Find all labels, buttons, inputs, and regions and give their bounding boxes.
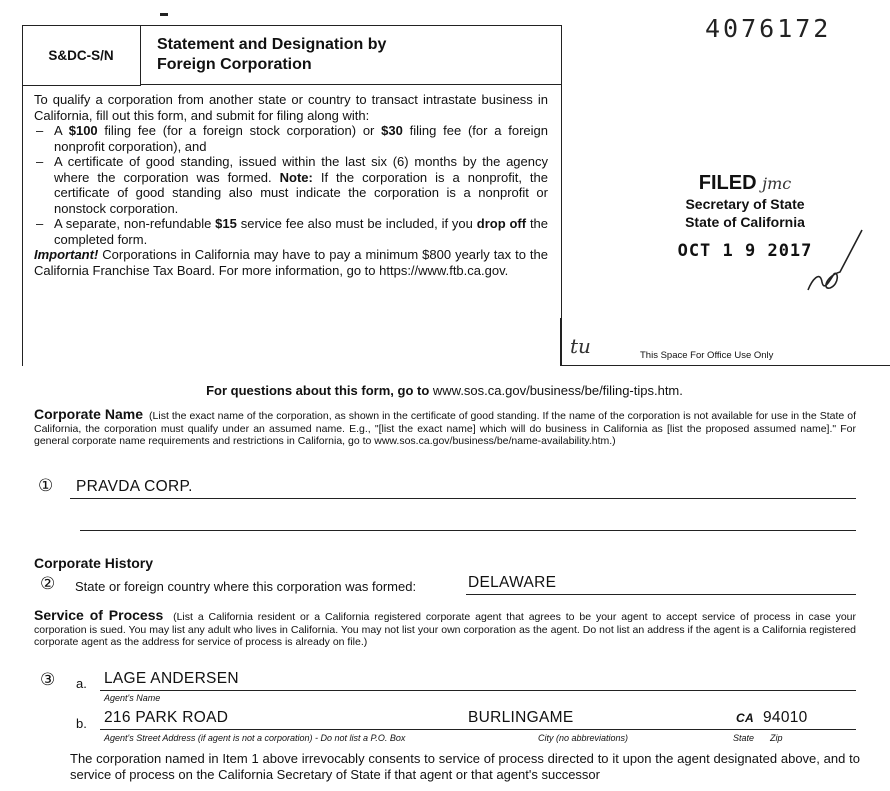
instructions — [34, 92, 548, 278]
questions-line — [22, 383, 867, 398]
divider — [560, 318, 561, 366]
office-use-label: This Space For Office Use Only — [640, 350, 774, 361]
stamp-line2: State of California — [685, 214, 805, 230]
city-label: City (no abbreviations) — [538, 733, 629, 743]
important-label: Important! — [34, 247, 99, 262]
agent-name-value: LAGE ANDERSEN — [104, 670, 239, 687]
agent-city-value: BURLINGAME — [468, 709, 574, 726]
form-title — [141, 25, 561, 85]
service-of-process-section — [34, 609, 856, 649]
text: If the corporation is a nonprofit, the certificate of good standing also must indicate the corporation is a nonprofit or nonstock corporation. — [54, 169, 548, 216]
help-link[interactable]: www.sos.ca.gov/business/be/filing-tips.htm. — [432, 383, 683, 398]
agent-zip-value: 94010 — [763, 709, 808, 726]
corporate-name-field-line2[interactable] — [80, 508, 856, 531]
section-title: Service of Process — [34, 607, 164, 623]
initials: jmc — [762, 174, 792, 193]
scan-mark — [160, 13, 168, 16]
corporate-name-value: PRAVDA CORP. — [76, 478, 193, 495]
street-label: Agent's Street Address (if agent is not a corporation) - Do not list a P.O. Box — [104, 733, 406, 743]
list-item — [34, 216, 548, 247]
agent-name-label: Agent's Name — [104, 693, 161, 703]
text: service fee also must be included, if you — [236, 216, 477, 231]
item-letter-b: b. — [76, 716, 87, 731]
form-title-line2: Foreign Corporation — [157, 56, 312, 73]
consent-text: The corporation named in Item 1 above irrevocably consents to service of process directed to it upon the agent designated above, and to service of process on the California Secretary of State if that agent or that agent's successor — [70, 751, 860, 782]
form-id: S&DC-S/N — [22, 25, 141, 86]
divider — [560, 365, 890, 366]
item-number-2: ② — [40, 574, 56, 593]
fee-amount: $100 — [68, 123, 98, 138]
item-number-1: ① — [38, 476, 54, 495]
corporate-name-section — [34, 408, 856, 448]
text: filing fee (for a foreign nonprofit corporation), and — [54, 123, 548, 154]
text: Corporations in California may have to pay a minimum $800 yearly tax to the California Franchise Tax Board. For more information, go to https://www.ftb.ca.gov. — [34, 247, 548, 278]
item-letter-a: a. — [76, 676, 87, 691]
agent-state-value: CA — [736, 711, 754, 725]
emphasis: drop off — [476, 216, 527, 231]
agent-street-value: 216 PARK ROAD — [104, 709, 229, 726]
text: A certificate of good standing, issued within the last six (6) months by the agency where the corporation was formed. — [54, 154, 548, 185]
corporate-history-title: Corporate History — [34, 555, 154, 571]
section-title: Corporate Name — [34, 406, 144, 422]
document-number: 4076172 — [705, 14, 832, 43]
formation-state-label: State or foreign country where this corporation was formed: — [75, 579, 417, 594]
text: For questions about this form, go to — [206, 383, 433, 398]
filed-label — [640, 172, 850, 195]
signature-icon — [800, 210, 870, 300]
text: filing fee (for a foreign stock corporation) or — [97, 123, 382, 138]
list-item — [34, 123, 548, 154]
corporate-name-note — [34, 408, 856, 448]
text: FILED — [698, 172, 757, 194]
note-text: (List a California resident or a California registered corporate agent that agrees to be your agent to accept service of process in case your corporation is sued. You may list any adult who lives in California. You may not list your own corporation as the agent. Do not list an address if the agent is a California registered corporate agent as the address for service of process is already on file.) — [34, 611, 857, 648]
note-label: Note: — [279, 169, 313, 185]
text: A — [54, 123, 69, 138]
requirements-list — [34, 123, 548, 247]
form-title-line1: Statement and Designation by — [157, 36, 387, 53]
formation-state-value: DELAWARE — [468, 574, 557, 591]
stamp-line1: Secretary of State — [685, 196, 805, 212]
fee-amount: $15 — [215, 216, 237, 231]
text: A separate, non-refundable — [54, 216, 216, 231]
office-initials: tu — [570, 334, 591, 358]
fee-amount: $30 — [381, 123, 403, 138]
list-item — [34, 154, 548, 216]
note-text: (List the exact name of the corporation, as shown in the certificate of good standing. If the name of the corporation is not available for use in the State of California, the corporation must qualify under an assumed name. E.g., "[list the exact name] which will do business in California as [list the proposed assumed name]." For general corporate name requirements and restrictions in California, go to www.sos.ca.gov/business/be/name-availability.htm.) — [34, 410, 857, 447]
zip-label: Zip — [770, 733, 783, 743]
text: the completed form. — [54, 216, 549, 247]
state-label: State — [733, 733, 755, 743]
item-number-3: ③ — [40, 670, 56, 689]
important-note — [34, 247, 548, 278]
instructions-intro: To qualify a corporation from another state or country to transact intrastate business in California, fill out this form, and submit for filing along with: — [34, 92, 548, 123]
filed-date: OCT 1 9 2017 — [677, 241, 813, 261]
